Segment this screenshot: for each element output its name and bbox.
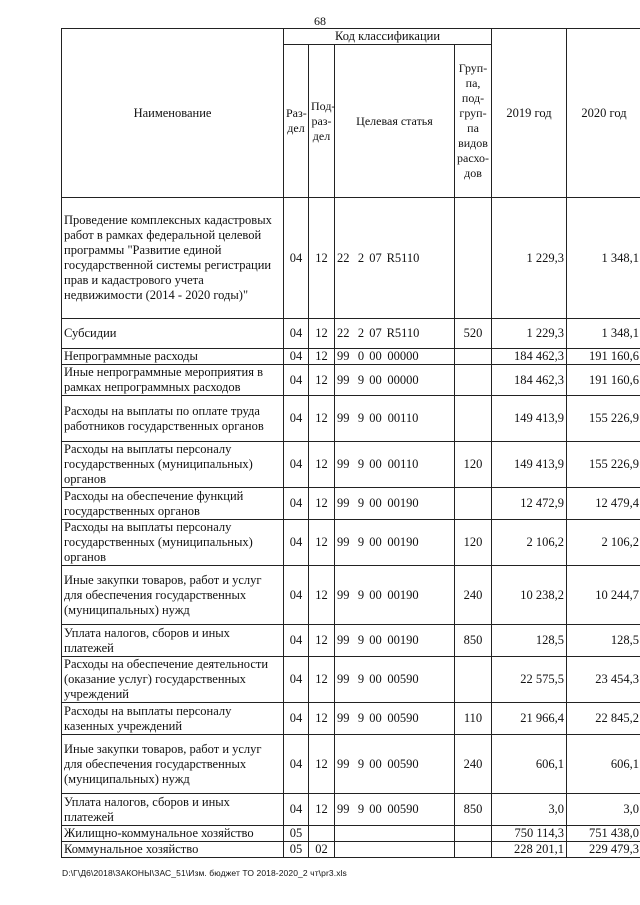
- header-section: Раз-дел: [284, 45, 309, 198]
- cell-2020: 23 454,3: [567, 657, 640, 703]
- cell-2019: 750 114,3: [492, 826, 567, 842]
- table-row: [62, 657, 640, 703]
- cell-2020: 128,5: [567, 625, 640, 657]
- target-article-part: 9: [357, 496, 365, 510]
- target-article-part: 00: [369, 756, 382, 771]
- cell-target-article: [335, 319, 455, 349]
- cell-2019: 22 575,5: [492, 657, 567, 703]
- header-subsection: Под-раз-дел: [309, 45, 335, 198]
- target-article-part: 00110: [387, 411, 419, 425]
- cell-section: 04: [284, 657, 309, 703]
- cell-section: 04: [284, 735, 309, 794]
- cell-subsection: 12: [309, 735, 335, 794]
- cell-name: Проведение комплексных кадастровых работ в рамках федеральной целевой программы "Развитие единой государственной системы регистрации прав и кадастрового учета недвижимости (2014 - 2020 годы)": [62, 198, 284, 319]
- cell-section: 05: [284, 842, 309, 858]
- cell-target-article: [335, 198, 455, 319]
- cell-section: 04: [284, 520, 309, 566]
- target-article-part: 0: [357, 349, 365, 363]
- cell-name: Иные закупки товаров, работ и услуг для обеспечения государственных (муниципальных) нужд: [62, 566, 284, 625]
- target-article-part: 00000: [387, 349, 419, 363]
- cell-name: Расходы на выплаты персоналу казенных учреждений: [62, 703, 284, 735]
- header-target-article: Целевая статья: [335, 45, 455, 198]
- cell-2020: 22 845,2: [567, 703, 640, 735]
- cell-section: 04: [284, 442, 309, 488]
- table-row: [62, 442, 640, 488]
- cell-subsection: [309, 826, 335, 842]
- target-article-part: 00190: [387, 633, 419, 647]
- cell-subsection: 12: [309, 794, 335, 826]
- target-article-part: 00: [369, 372, 382, 387]
- table-row: [62, 703, 640, 735]
- cell-expense-group: [455, 365, 492, 396]
- cell-target-article: [335, 349, 455, 365]
- header-classification: Код классификации: [284, 29, 492, 45]
- cell-2019: 149 413,9: [492, 442, 567, 488]
- cell-subsection: 12: [309, 520, 335, 566]
- target-article-part: 99: [337, 496, 350, 510]
- cell-2019: 184 462,3: [492, 365, 567, 396]
- cell-2019: 228 201,1: [492, 842, 567, 858]
- target-article-part: 00: [369, 411, 382, 425]
- cell-name: Иные непрограммные мероприятия в рамках непрограммных расходов: [62, 365, 284, 396]
- cell-name: Расходы на выплаты персоналу государственных (муниципальных) органов: [62, 442, 284, 488]
- cell-expense-group: [455, 396, 492, 442]
- cell-section: 04: [284, 349, 309, 365]
- target-article-part: 22: [337, 326, 350, 340]
- target-article-part: 99: [337, 587, 350, 602]
- cell-target-article: [335, 520, 455, 566]
- target-article-part: 9: [357, 457, 365, 471]
- header-year-2019: 2019 год: [492, 29, 567, 198]
- cell-section: 04: [284, 319, 309, 349]
- cell-2019: 12 472,9: [492, 488, 567, 520]
- target-article-part: 00190: [387, 535, 419, 549]
- target-article-part: 2: [357, 250, 365, 265]
- target-article-part: 99: [337, 411, 350, 425]
- target-article-part: 9: [357, 672, 365, 686]
- cell-expense-group: 850: [455, 794, 492, 826]
- target-article-part: 00590: [387, 802, 419, 816]
- cell-subsection: 12: [309, 657, 335, 703]
- cell-expense-group: [455, 657, 492, 703]
- target-article-part: 00: [369, 633, 382, 647]
- target-article-part: R5110: [386, 326, 420, 340]
- target-article-part: 00: [369, 802, 382, 816]
- target-article-part: 00110: [387, 457, 419, 471]
- target-article-part: 00590: [387, 756, 419, 771]
- table-row: [62, 735, 640, 794]
- cell-subsection: 02: [309, 842, 335, 858]
- target-article-part: 99: [337, 457, 350, 471]
- cell-name: Уплата налогов, сборов и иных платежей: [62, 625, 284, 657]
- target-article-part: 00190: [387, 587, 419, 602]
- cell-target-article: [335, 842, 455, 858]
- cell-section: 04: [284, 794, 309, 826]
- cell-2019: 184 462,3: [492, 349, 567, 365]
- target-article-part: 99: [337, 756, 350, 771]
- cell-2020: 12 479,4: [567, 488, 640, 520]
- cell-name: Субсидии: [62, 319, 284, 349]
- table-row: [62, 842, 640, 858]
- cell-expense-group: 240: [455, 566, 492, 625]
- cell-2020: 10 244,7: [567, 566, 640, 625]
- target-article-part: 00590: [387, 711, 419, 725]
- cell-subsection: 12: [309, 488, 335, 520]
- target-article-part: 22: [337, 250, 350, 265]
- cell-2019: 21 966,4: [492, 703, 567, 735]
- target-article-part: 99: [337, 802, 350, 816]
- cell-section: 04: [284, 488, 309, 520]
- cell-2020: 229 479,3: [567, 842, 640, 858]
- target-article-part: 00: [369, 457, 382, 471]
- header-year-2020: 2020 год: [567, 29, 640, 198]
- table-body: [62, 198, 640, 858]
- target-article-part: 00: [369, 496, 382, 510]
- target-article-part: 2: [357, 326, 365, 340]
- target-article-part: 99: [337, 535, 350, 549]
- cell-target-article: [335, 703, 455, 735]
- cell-name: Расходы на выплаты по оплате труда работников государственных органов: [62, 396, 284, 442]
- target-article-part: 9: [357, 372, 365, 387]
- cell-expense-group: 520: [455, 319, 492, 349]
- cell-expense-group: [455, 198, 492, 319]
- cell-2020: 1 348,1: [567, 198, 640, 319]
- table-row: [62, 488, 640, 520]
- cell-section: 04: [284, 703, 309, 735]
- cell-target-article: [335, 566, 455, 625]
- cell-2019: 3,0: [492, 794, 567, 826]
- cell-name: Коммунальное хозяйство: [62, 842, 284, 858]
- cell-subsection: 12: [309, 198, 335, 319]
- cell-2019: 10 238,2: [492, 566, 567, 625]
- target-article-part: 9: [357, 756, 365, 771]
- table-header: [62, 29, 640, 198]
- cell-subsection: 12: [309, 349, 335, 365]
- table-row: [62, 826, 640, 842]
- cell-expense-group: [455, 842, 492, 858]
- table-row: [62, 794, 640, 826]
- cell-section: 04: [284, 365, 309, 396]
- budget-table: [61, 28, 640, 858]
- target-article-part: 00: [369, 672, 382, 686]
- cell-section: 04: [284, 396, 309, 442]
- cell-2020: 3,0: [567, 794, 640, 826]
- cell-target-article: [335, 794, 455, 826]
- cell-name: Жилищно-коммунальное хозяйство: [62, 826, 284, 842]
- table-row: [62, 625, 640, 657]
- cell-section: 05: [284, 826, 309, 842]
- target-article-part: 99: [337, 349, 350, 363]
- cell-name: Расходы на обеспечение функций государственных органов: [62, 488, 284, 520]
- header-expense-group: Груп-па, под-груп-па видов расхо-дов: [455, 45, 492, 198]
- cell-subsection: 12: [309, 566, 335, 625]
- cell-target-article: [335, 657, 455, 703]
- cell-expense-group: [455, 349, 492, 365]
- target-article-part: 00000: [387, 372, 419, 387]
- target-article-part: 9: [357, 711, 365, 725]
- cell-2019: 128,5: [492, 625, 567, 657]
- target-article-part: 99: [337, 711, 350, 725]
- cell-2020: 191 160,6: [567, 349, 640, 365]
- cell-subsection: 12: [309, 365, 335, 396]
- file-path-footer: D:\Г\Д6\2018\ЗАКОНЫ\ЗАС_51\Изм. бюджет ТО 2018-2020_2 чт\pr3.xls: [62, 868, 347, 878]
- cell-name: Расходы на выплаты персоналу государственных (муниципальных) органов: [62, 520, 284, 566]
- cell-2020: 155 226,9: [567, 442, 640, 488]
- cell-expense-group: 120: [455, 442, 492, 488]
- target-article-part: 00: [369, 587, 382, 602]
- page-number: 68: [314, 14, 326, 28]
- target-article-part: 99: [337, 372, 350, 387]
- table-row: [62, 365, 640, 396]
- cell-2020: 191 160,6: [567, 365, 640, 396]
- cell-subsection: 12: [309, 319, 335, 349]
- cell-target-article: [335, 396, 455, 442]
- target-article-part: 9: [357, 587, 365, 602]
- cell-section: 04: [284, 198, 309, 319]
- cell-target-article: [335, 625, 455, 657]
- target-article-part: 07: [369, 326, 382, 340]
- table-row: [62, 319, 640, 349]
- target-article-part: 00: [369, 535, 382, 549]
- cell-2019: 1 229,3: [492, 198, 567, 319]
- target-article-part: 00: [369, 349, 382, 363]
- cell-subsection: 12: [309, 442, 335, 488]
- table-row: [62, 566, 640, 625]
- table-row: [62, 520, 640, 566]
- cell-expense-group: 240: [455, 735, 492, 794]
- cell-target-article: [335, 735, 455, 794]
- target-article-part: 00190: [387, 496, 419, 510]
- cell-subsection: 12: [309, 625, 335, 657]
- target-article-part: 9: [357, 535, 365, 549]
- target-article-part: 9: [357, 633, 365, 647]
- cell-2019: 149 413,9: [492, 396, 567, 442]
- cell-2020: 606,1: [567, 735, 640, 794]
- cell-name: Непрограммные расходы: [62, 349, 284, 365]
- target-article-part: 00590: [387, 672, 419, 686]
- cell-section: 04: [284, 566, 309, 625]
- cell-expense-group: [455, 488, 492, 520]
- table-row: [62, 396, 640, 442]
- cell-subsection: 12: [309, 396, 335, 442]
- cell-2020: 2 106,2: [567, 520, 640, 566]
- cell-name: Иные закупки товаров, работ и услуг для обеспечения государственных (муниципальных) нужд: [62, 735, 284, 794]
- target-article-part: 99: [337, 672, 350, 686]
- cell-target-article: [335, 826, 455, 842]
- cell-expense-group: 120: [455, 520, 492, 566]
- cell-expense-group: [455, 826, 492, 842]
- cell-name: Расходы на обеспечение деятельности (оказание услуг) государственных учреждений: [62, 657, 284, 703]
- target-article-part: R5110: [386, 250, 420, 265]
- header-name: Наименование: [62, 29, 284, 198]
- cell-expense-group: 110: [455, 703, 492, 735]
- cell-subsection: 12: [309, 703, 335, 735]
- table-row: [62, 349, 640, 365]
- cell-target-article: [335, 488, 455, 520]
- table-row: [62, 198, 640, 319]
- cell-section: 04: [284, 625, 309, 657]
- target-article-part: 07: [369, 250, 382, 265]
- cell-2020: 751 438,0: [567, 826, 640, 842]
- cell-target-article: [335, 442, 455, 488]
- target-article-part: 9: [357, 802, 365, 816]
- target-article-part: 99: [337, 633, 350, 647]
- cell-2019: 606,1: [492, 735, 567, 794]
- cell-2020: 155 226,9: [567, 396, 640, 442]
- cell-2020: 1 348,1: [567, 319, 640, 349]
- cell-2019: 1 229,3: [492, 319, 567, 349]
- target-article-part: 00: [369, 711, 382, 725]
- cell-2019: 2 106,2: [492, 520, 567, 566]
- cell-name: Уплата налогов, сборов и иных платежей: [62, 794, 284, 826]
- target-article-part: 9: [357, 411, 365, 425]
- cell-expense-group: 850: [455, 625, 492, 657]
- cell-target-article: [335, 365, 455, 396]
